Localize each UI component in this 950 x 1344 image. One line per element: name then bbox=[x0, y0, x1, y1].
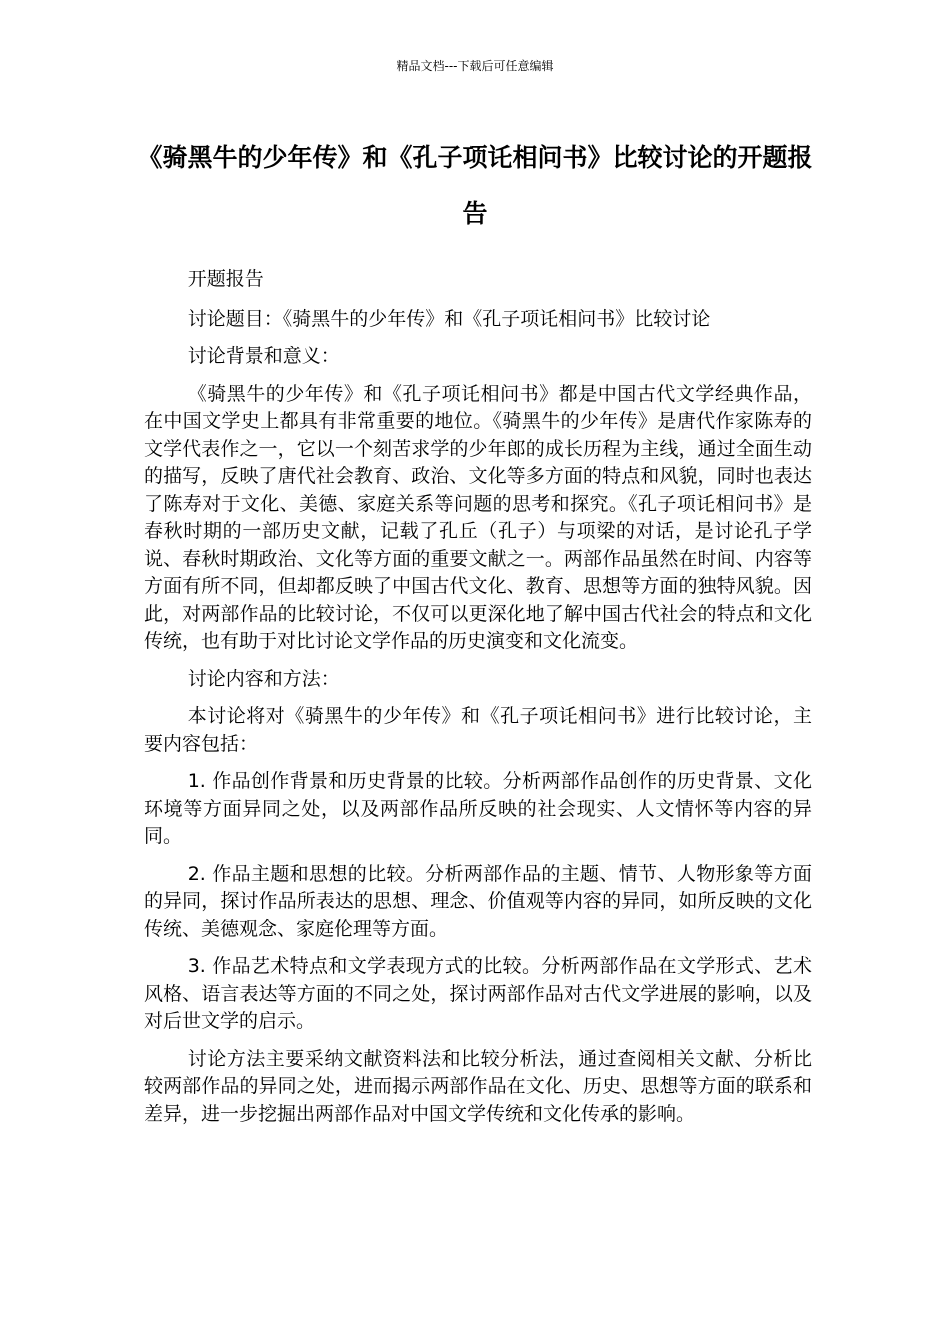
paragraph-topic: 讨论题目：《骑黑牛的少年传》和《孔子项讬相问书》比较讨论 bbox=[187, 307, 711, 330]
paragraph-report-label: 开题报告 bbox=[187, 268, 264, 290]
document-body bbox=[144, 266, 812, 1128]
paragraph-item-2: 2. 作品主题和思想的比较。分析两部作品的主题、情节、人物形象等方面的异同，探讨作品所表达的思想、理念、价值观等内容的异同，如所反映的文化传统、美德观念、家庭伦理等方面。 bbox=[144, 862, 812, 940]
paragraph-content-heading: 讨论内容和方法： bbox=[187, 667, 340, 690]
paragraph-item-3: 3. 作品艺术特点和文学表现方式的比较。分析两部作品在文学形式、艺术风格、语言表达等方面的不同之处，探讨两部作品对古代文学进展的影响，以及对后世文学的启示。 bbox=[144, 955, 812, 1032]
document-title: 《骑黑牛的少年传》和《孔子项讬相问书》比较讨论的开题报告 bbox=[137, 143, 813, 228]
paragraph-background: 《骑黑牛的少年传》和《孔子项讬相问书》都是中国古代文学经典作品，在中国文学史上都具有非常重要的地位。《骑黑牛的少年传》是唐代作家陈寿的文学代表作之一，它以一个刻苦求学的少年郎的成长历程为主线，通过全面生动的描写，反映了唐代社会教育、政治、文化等多方面的特点和风貌，同时也表达了陈寿对于文化、美德、家庭关系等问题的思考和探究。《孔子项讬相问书》是春秋时期的一部历史文献，记载了孔丘（孔子）与项梁的对话，是讨论孔子学说、春秋时期政治、文化等方面的重要文献之一。两部作品虽然在时间、内容等方面有所不同，但却都反映了中国古代文化、教育、思想等方面的独特风貌。因此，对两部作品的比较讨论，不仅可以更深化地了解中国古代社会的特点和文化传统，也有助于对比讨论文学作品的历史演变和文化流变。 bbox=[144, 382, 812, 652]
paragraph-background-heading: 讨论背景和意义： bbox=[187, 345, 340, 367]
paragraph-item-1: 1. 作品创作背景和历史背景的比较。分析两部作品创作的历史背景、文化环境等方面异同之处，以及两部作品所反映的社会现实、人文情怀等内容的异同。 bbox=[144, 770, 812, 847]
paragraph-content-intro: 本讨论将对《骑黑牛的少年传》和《孔子项讬相问书》进行比较讨论，主要内容包括： bbox=[144, 705, 812, 755]
page-header: 精品文档---下载后可任意编辑 bbox=[396, 59, 554, 73]
paragraph-method: 讨论方法主要采纳文献资料法和比较分析法，通过查阅相关文献、分析比较两部作品的异同之处，进而揭示两部作品在文化、历史、思想等方面的联系和差异，进一步挖掘出两部作品对中国文学传统和文化传承的影响。 bbox=[144, 1047, 812, 1125]
